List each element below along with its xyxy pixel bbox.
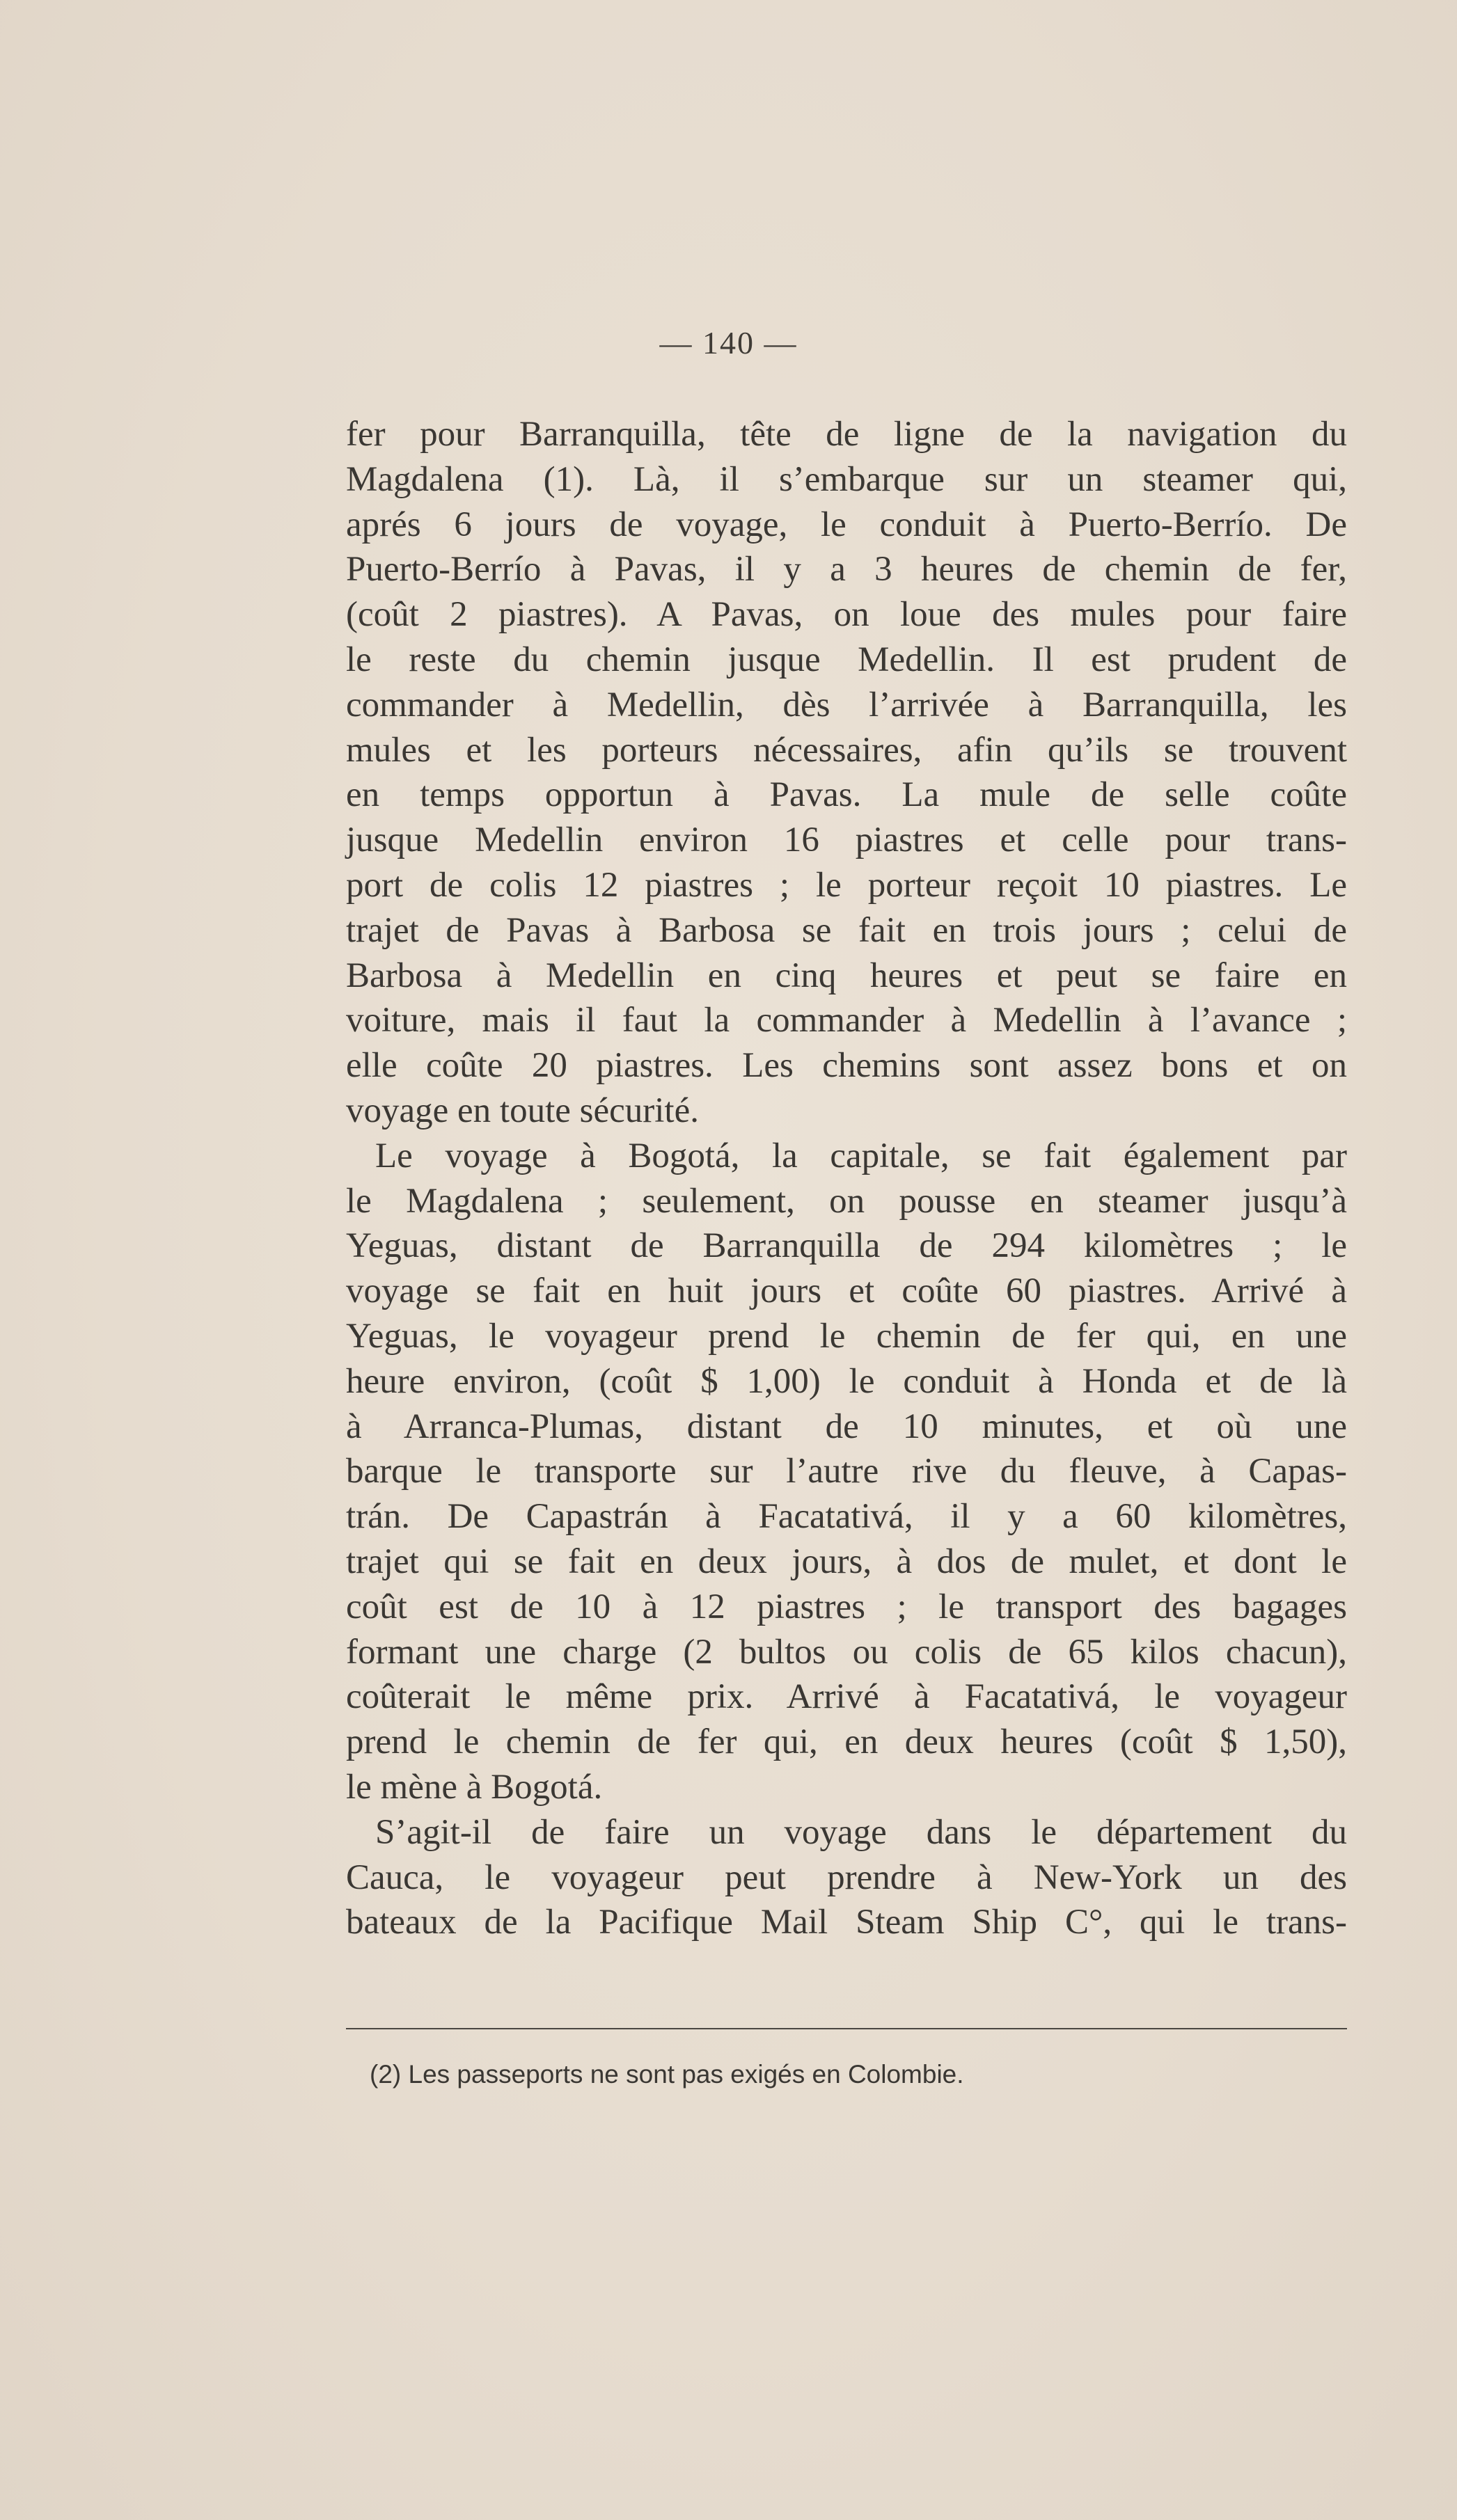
text-line: Cauca, le voyageur peut prendre à New-York un des [346,1857,1347,1897]
text-line: Barbosa à Medellin en cinq heures et peut se faire en [346,956,1347,995]
text-line: coût est de 10 à 12 piastres ; le transport des bagages [346,1587,1347,1626]
text-line: barque le transporte sur l’autre rive du fleuve, à Capas- [346,1452,1347,1491]
text-line: heure environ, (coût $ 1,00) le conduit à Honda et de là [346,1361,1347,1401]
text-line: Magdalena (1). Là, il s’embarque sur un steamer qui, [346,459,1347,499]
text-line: formant une charge (2 bultos ou colis de 65 kilos chacun), [346,1632,1347,1672]
text-line: coûterait le même prix. Arrivé à Facatativá, le voyageur [346,1677,1347,1717]
footnote: (2) Les passeports ne sont pas exigés en Colombie. [370,2060,964,2089]
text-line: à Arranca-Plumas, distant de 10 minutes, et où une [346,1406,1347,1446]
body-text [346,412,1347,1945]
footnote-divider [346,2028,1347,2029]
text-line: voyage en toute sécurité. [346,1091,699,1130]
text-line: voiture, mais il faut la commander à Medellin à l’avance ; [346,1001,1347,1040]
text-line: Le voyage à Bogotá, la capitale, se fait également par [375,1136,1347,1175]
text-line: elle coûte 20 piastres. Les chemins sont assez bons et on [346,1046,1347,1086]
text-line: prend le chemin de fer qui, en deux heures (coût $ 1,50), [346,1722,1347,1762]
text-line: trán. De Capastrán à Facatativá, il y a 60 kilomètres, [346,1497,1347,1537]
text-line: le Magdalena ; seulement, on pousse en steamer jusqu’à [346,1181,1347,1221]
text-line: Yeguas, le voyageur prend le chemin de fer qui, en une [346,1316,1347,1356]
text-line: jusque Medellin environ 16 piastres et celle pour trans- [346,821,1347,860]
text-line: commander à Medellin, dès l’arrivée à Barranquilla, les [346,685,1347,724]
text-line: bateaux de la Pacifique Mail Steam Ship C°, qui le trans- [346,1903,1347,1942]
text-line: trajet de Pavas à Barbosa se fait en trois jours ; celui de [346,910,1347,950]
text-line: trajet qui se fait en deux jours, à dos de mulet, et dont le [346,1542,1347,1581]
text-line: S’agit-il de faire un voyage dans le département du [375,1812,1347,1852]
text-line: voyage se fait en huit jours et coûte 60 piastres. Arrivé à [346,1271,1347,1311]
text-line: port de colis 12 piastres ; le porteur reçoit 10 piastres. Le [346,865,1347,905]
text-line: en temps opportun à Pavas. La mule de selle coûte [346,775,1347,815]
page-number: — 140 — [659,325,798,360]
text-line: le mène à Bogotá. [346,1767,603,1807]
text-line: (coût 2 piastres). A Pavas, on loue des mules pour faire [346,595,1347,635]
text-line: fer pour Barranquilla, tête de ligne de la navigation du [346,415,1347,454]
text-line: Yeguas, distant de Barranquilla de 294 kilomètres ; le [346,1226,1347,1266]
text-line: aprés 6 jours de voyage, le conduit à Puerto-Berrío. De [346,505,1347,544]
text-line: Puerto-Berrío à Pavas, il y a 3 heures de chemin de fer, [346,550,1347,589]
text-line: mules et les porteurs nécessaires, afin qu’ils se trouvent [346,730,1347,770]
text-line: le reste du chemin jusque Medellin. Il est prudent de [346,640,1347,679]
